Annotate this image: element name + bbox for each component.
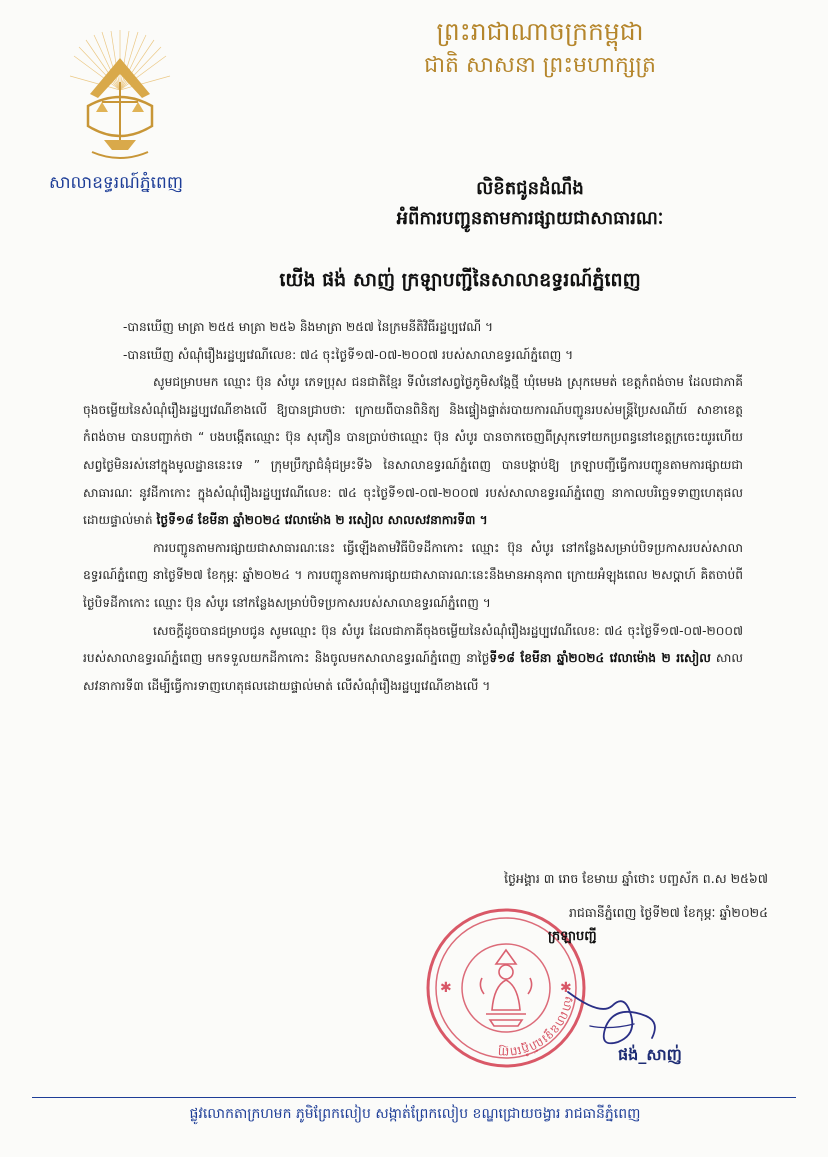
hearing-date-1: ថ្ងៃទី១៨ ខែមីនា ឆ្នាំ២០២៤ វេលាម៉ោង ២ រសៀល សាលសវនាការទី៣ ។ [156,513,488,528]
nation-religion-king: ជាតិ សាសនា ព្រះមហាក្សត្រ [424,53,656,78]
reference-case-file: -បានឃើញ សំណុំរឿងរដ្ឋប្បវេណីលេខ: ៧៤ ចុះថ្ងៃទី១៧-០៧-២០០៧ របស់សាលាឧទ្ធរណ៍ភ្នំពេញ ។ [123,347,574,362]
paragraph-3-text: សេចក្តីដូចបានជម្រាបជូន សូមឈ្មោះ ប៊ុន សំបូរ ដែលជាភាគីចុងចម្លើយនៃសំណុំរឿងរដ្ឋប្បវេណីលេខ: ៧៤ ចុះថ្ងៃទី១៧-០៧-២០០៧ របស់សាលាឧទ្ធរណ៍ភ្នំពេញ មកទទួលយកដីកាកោះ និងចូលមកសាលាឧទ្ធរណ៍ភ្នំពេញ នាថ្ងៃ [83,623,743,666]
svg-text:✱: ✱ [440,980,452,996]
kingdom-motto [260,14,820,82]
notice-body [83,314,743,700]
kingdom-title: ព្រះរាជាណាចក្រកម្ពុជា [436,17,644,46]
hearing-date-2: ទី១៨ ខែមីនា ឆ្នាំ២០២៤ វេលាម៉ោង ២ រសៀល [489,651,711,666]
signer-name: ផង់_សាញ់ [618,1045,682,1064]
body-paragraph-1 [83,369,743,535]
signer-title: ក្រឡាបញ្ជី [548,929,597,944]
lunar-date: ថ្ងៃអង្គារ ៣ រោច ខែមាឃ ឆ្នាំថោះ បញ្ចស័ក ព.ស ២៥៦៧ [504,871,768,886]
svg-text:✱: ✱ [560,980,572,996]
notice-title: លិខិតជូនដំណឹង [476,178,584,199]
court-emblem-icon [68,28,172,166]
body-paragraph-3 [83,618,743,701]
notice-subject: អំពីការបញ្ជូនតាមការផ្សាយជាសាធារណៈ [396,208,664,229]
document-title [230,174,828,234]
reference-articles: -បានឃើញ មាត្រា ២៥៥ មាត្រា ២៥៦ និងមាត្រា ២៥៧ នៃក្រមនីតិវិធីរដ្ឋប្បវេណី ។ [123,320,494,334]
solar-date: រាជធានីភ្នំពេញ ថ្ងៃទី២៧ ខែកុម្ភៈ ឆ្នាំ២០២៤ [568,905,768,920]
paragraph-1-text: សូមជម្រាបមក ឈ្មោះ ប៊ុន សំបូរ ភេទប្រុស ជនជាតិខ្មែរ ទីលំនៅសព្វថ្ងៃភូមិសង្កែថ្មី ឃុំមេមង ស្រុកមេមត់ ខេត្តកំពង់ចាម ដែលជាភាគីចុងចម្លើយនៃសំណុំរឿងរដ្ឋប្បវេណីខាងលើ ឱ្យបានជ្រាបថាៈ ក្រោយពីបានពិនិត្យ និងផ្ទៀងផ្ទាត់របាយការណ៍បញ្ជូនរបស់មន្ត្រីប្រៃសណីយ៍ សាខាខេត្តកំពង់ចាម បានបញ្ជាក់ថា “ បងបង្កើតឈ្មោះ ប៊ុន សុភឿន បានប្រាប់ថាឈ្មោះ ប៊ុន សំបូរ បានចាកចេញពីស្រុកទៅយកប្រពន្ធនៅខេត្តក្រចេះយូរហើយ សព្វថ្ងៃមិនរស់នៅក្នុងមូលដ្ឋាននេះទេ ” ក្រុមប្រឹក្សាជំនុំជម្រះទី៦ នៃសាលាឧទ្ធរណ៍ភ្នំពេញ បានបង្គាប់ឱ្យ ក្រឡាបញ្ជីធ្វើការបញ្ជូនតាមការផ្សាយជាសាធារណៈ នូវដីកាកោះ ក្នុងសំណុំរឿងរដ្ឋប្បវេណីលេខ: ៧៤ ចុះថ្ងៃទី១៧-០៧-២០០៧ របស់សាលាឧទ្ធរណ៍ភ្នំពេញ នាកាលបរិច្ឆេទទាញហេតុផលដោយផ្ទាល់មាត់ [83,375,743,528]
stamp-text: សាលាឧទ្ធរណ៍ភ្នំពេញ [497,994,577,1060]
court-name-header: សាលាឧទ្ធរណ៍ភ្នំពេញ [48,173,184,193]
paragraph-3-tail: សាលសវនាការទី៣ ដើម្បីធ្វើការទាញហេតុផលដោយផ្ទាល់មាត់ លើសំណុំរឿងរដ្ឋប្បវេណីខាងលើ ។ [83,651,744,693]
footer-divider [32,1097,796,1098]
body-paragraph-2: ការបញ្ជូនតាមការផ្សាយជាសាធារណៈនេះ ធ្វើឡើងតាមវិធីបិទដីកាកោះ ឈ្មោះ ប៊ុន សំបូរ នៅកន្លែងសម្រាប់បិទប្រកាសរបស់សាលាឧទ្ធរណ៍ភ្នំពេញ នាថ្ងៃទី២៧ ខែកុម្ភៈ ឆ្នាំ២០២៤ ។ ការបញ្ជូនតាមការផ្សាយជាសាធារណៈនេះនឹងមានអានុភាព ក្រោយអំឡុងពេល ២សប្តាហ៍ គិតចាប់ពីថ្ងៃបិទដីកាកោះ ឈ្មោះ ប៊ុន សំបូរ នៅកន្លែងសម្រាប់បិទប្រកាសរបស់សាលាឧទ្ធរណ៍ភ្នំពេញ ។ [83,540,743,610]
footer-address: ផ្លូវលោកតាក្រហមក ភូមិព្រែកលៀប សង្កាត់ព្រែកលៀប ខណ្ឌជ្រោយចង្វារ រាជធានីភ្នំពេញ [189,1106,641,1122]
clerk-heading: យើង ផង់ សាញ់ ក្រឡាបញ្ជីនៃសាលាឧទ្ធរណ៍ភ្នំពេញ [279,269,641,291]
